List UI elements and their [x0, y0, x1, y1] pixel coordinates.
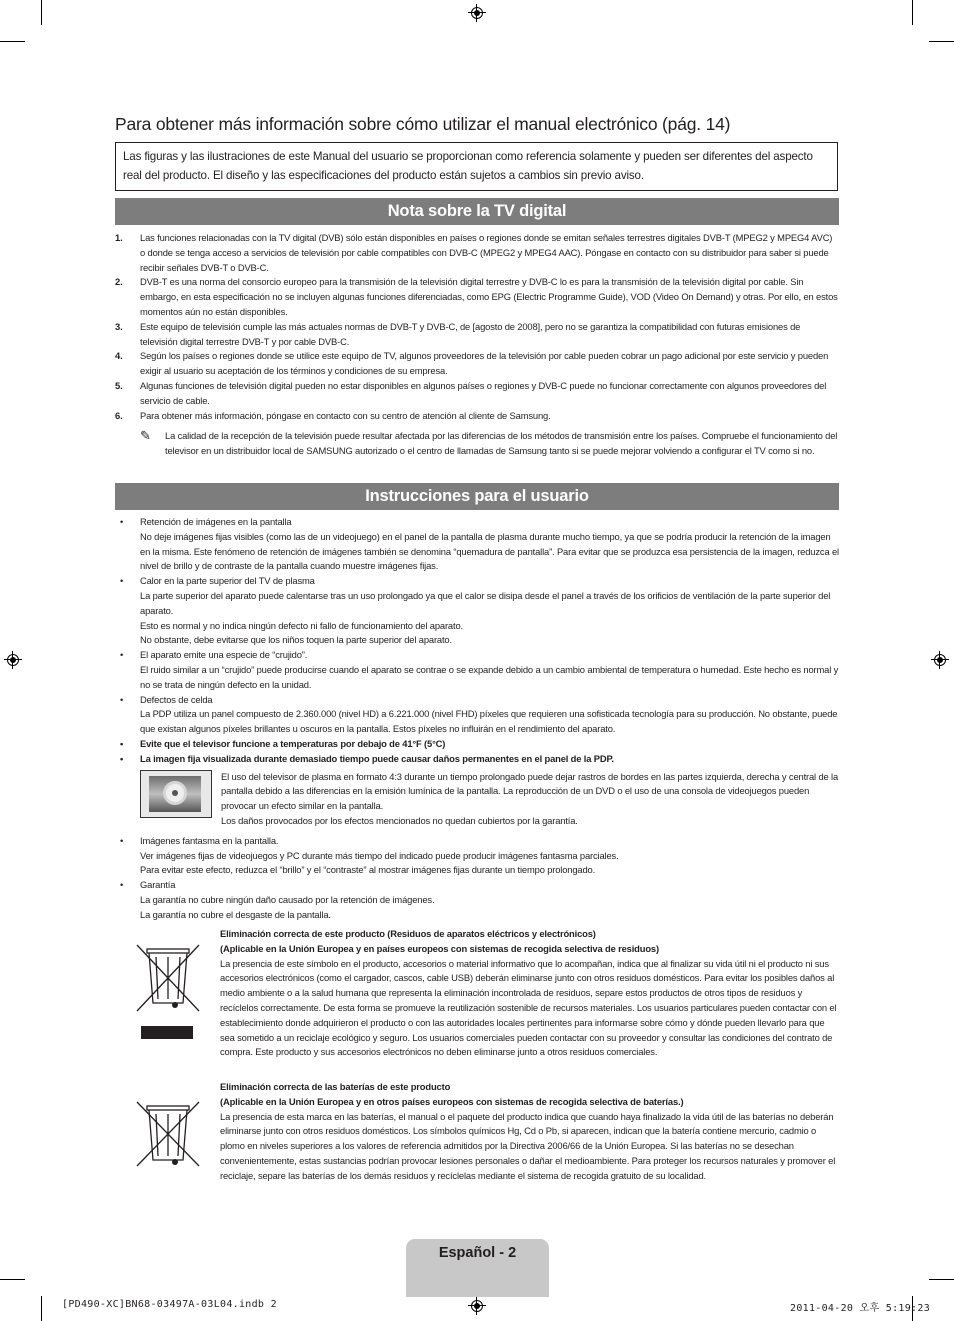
list-item	[115, 409, 839, 424]
bullet: •	[120, 737, 124, 749]
item-number: 3.	[115, 320, 123, 332]
digital-tv-list	[115, 231, 839, 423]
disposal-title: Eliminación correcta de las baterías de este producto	[220, 1081, 451, 1092]
crop-mark	[929, 41, 954, 42]
item-title: El aparato emite una especie de “crujido”.	[140, 649, 308, 661]
bullet: •	[120, 834, 124, 846]
burn-in-note	[115, 770, 839, 829]
list-item	[115, 320, 839, 350]
item-number: 2.	[115, 276, 123, 288]
list-item	[115, 574, 839, 648]
list-item	[115, 878, 839, 922]
tv-screen-image	[140, 770, 212, 818]
page-number: Español - 2	[438, 1245, 517, 1261]
item-body: La garantía no cubre el desgaste de la pantalla.	[140, 908, 331, 920]
item-text: DVB-T es una norma del consorcio europeo para la transmisión de la televisión digital terrestre y DVB-C lo es para la transmisión de la televisión digital por cable. Sin embargo, en esta especificación no se incluyen algunas funciones diferenciadas, como EPG (Electric Programme Guide), VOD (Video On Demand) y otras. Por ello, en estos momentos aún no están disponibles.	[140, 276, 838, 317]
item-title: Defectos de celda	[140, 693, 213, 705]
item-body: No deje imágenes fijas visibles (como las de un videojuego) en el panel de la pantalla de plasma durante mucho tiempo, ya que se podría producir la retención de la imagen en la misma. Este fenómeno de retención de imágenes también se denomina “quemadura de pantalla”. Para evitar que se produzca esa persistencia de la imagen, reduzca el nivel de brillo y de contraste de la pantalla cuando muestre imágenes fijas.	[140, 530, 839, 572]
registration-mark-icon	[931, 651, 949, 669]
list-item	[115, 648, 839, 692]
item-title: La imagen fija visualizada durante demasiado tiempo puede causar daños permanentes en el panel de la PDP.	[140, 752, 614, 764]
disposal-title: Eliminación correcta de este producto (Residuos de aparatos eléctricos y electrónicos)	[220, 928, 596, 939]
crop-mark	[41, 0, 42, 25]
item-title: Garantía	[140, 879, 176, 891]
list-item	[115, 275, 839, 319]
list-item	[115, 752, 839, 767]
battery-disposal-block	[115, 1080, 839, 1184]
item-body: Esto es normal y no indica ningún defecto ni fallo de funcionamiento del aparato.	[140, 619, 463, 631]
crop-mark	[41, 1296, 42, 1321]
item-number: 1.	[115, 232, 123, 243]
item-number: 4.	[115, 350, 123, 362]
item-title: Retención de imágenes en la pantalla	[140, 516, 292, 527]
notice-box: Las figuras y las ilustraciones de este Manual del usuario se proporcionan como referencia solamente y pueden ser diferentes del aspecto real del producto. El diseño y las especificaciones del producto están sujetos a cambios sin previo aviso.	[115, 142, 838, 191]
weee-bin-icon	[115, 927, 220, 1060]
disposal-subtitle: (Aplicable en la Unión Europea y en países europeos con sistemas de recogida selectiva de residuos)	[220, 942, 659, 954]
disposal-body: La presencia de esta marca en las baterías, el manual o el paquete del producto indica que cuando haya finalizado la vida útil de las baterías no deberán eliminarse junto con otros residuos domésticos. Los símbolos químicos Hg, Cd o Pb, si aparecen, indican que la batería contiene mercurio, cadmio o plomo en niveles superiores a los valores de referencia admitidos por la Directiva 2006/66 de la Unión Europea. Si las baterías no se desechan convenientemente, estas sustancias podrían provocar lesiones personales o dañar el medioambiente. Para proteger los recursos naturales y promover el reciclaje, separe las baterías de los demás residuos y recíclelas mediante el sistema de recogida gratuito de su localidad.	[220, 1110, 836, 1181]
disposal-body: La presencia de este símbolo en el producto, accesorios o material informativo que lo acompañan, indica que al finalizar su vida útil ni el producto ni sus accesorios electrónicos (como el cargador, cascos, cable USB) deberán eliminarse junto con otros residuos domésticos. Para evitar los posibles daños al medio ambiente o a la salud humana que representa la eliminación incontrolada de residuos, separe estos productos de otros tipos de residuos y recíclelos correctamente. De esta forma se promueve la reutilización sostenible de recursos materiales. Los usuarios particulares pueden contactar con el establecimiento donde adquirieron el producto o con las autoridades locales pertinentes para informarse sobre cómo y dónde pueden llevarlo para que sea sometido a un reciclaje ecológico y seguro. Los usuarios comerciales pueden contactar con su proveedor y consultar las condiciones del contrato de compra. Este producto y sus accesorios electrónicos no deben eliminarse junto a otros residuos comerciales.	[220, 957, 837, 1058]
note-text: La calidad de la recepción de la televisión puede resultar afectada por las diferencias de los métodos de transmisión entre los países. Compruebe el funcionamiento del televisor en un distribuidor local de SAMSUNG autorizado o el centro de llamadas de Samsung tanto si se puede mejorar volviendo a configurar el TV como si no.	[165, 430, 838, 456]
item-title: Imágenes fantasma en la pantalla.	[140, 834, 279, 846]
item-title: Evite que el televisor funcione a temperaturas por debajo de 41°F (5°C)	[140, 737, 446, 749]
crop-mark	[912, 0, 913, 25]
item-text: Algunas funciones de televisión digital pueden no estar disponibles en algunos países o regiones y DVB-C puede no funcionar correctamente con algunos proveedores del servicio de cable.	[140, 379, 827, 406]
crop-mark	[0, 41, 25, 42]
page-title: Para obtener más información sobre cómo utilizar el manual electrónico (pág. 14)	[115, 114, 731, 134]
list-item	[115, 379, 839, 409]
registration-mark-icon	[468, 1297, 486, 1315]
item-text: Las funciones relacionadas con la TV digital (DVB) sólo están disponibles en países o regiones donde se emitan señales terrestres digitales DVB-T (MPEG2 y MPEG4 AVC) o donde se tenga acceso a servicios de televisión por cable compatibles con DVB-C (MPEG2 y MPEG4 AAC). Póngase en contacto con su distribuidor para saber si puede recibir señales DVB-T o DVB-C.	[140, 232, 833, 273]
registration-mark-icon	[468, 4, 486, 22]
image-note-text: El uso del televisor de plasma en formato 4:3 durante un tiempo prolongado puede dejar rastros de bordes en las partes izquierda, derecha y central de la pantalla debido a las diferencias en la emisión lumínica de la pantalla. La reproducción de un DVD o el uso de una consola de videojuegos pueden provocar un efecto similar en la pantalla.	[221, 770, 839, 812]
list-item	[115, 737, 839, 752]
item-body: Ver imágenes fijas de videojuegos y PC durante más tiempo del indicado puede producir imágenes fantasma parciales.	[140, 849, 619, 861]
item-text: Este equipo de televisión cumple las más actuales normas de DVB-T y DVB-C, de [agosto de 2008], pero no se garantiza la compatibilidad con futuras emisiones de televisión digital terrestre DVB-T y por cable DVB-C.	[140, 320, 801, 347]
disposal-subtitle: (Aplicable en la Unión Europea y en otros países europeos con sistemas de recogida selectiva de baterías.)	[220, 1095, 684, 1107]
pencil-note-icon: ✎	[140, 428, 151, 443]
item-body: La parte superior del aparato puede calentarse tras un uso prolongado ya que el calor se disipa desde el panel a través de los orificios de ventilación de la parte superior del aparato.	[140, 589, 831, 616]
list-item	[115, 515, 839, 574]
crop-mark	[0, 1279, 25, 1280]
list-item	[115, 231, 839, 275]
item-number: 5.	[115, 379, 123, 391]
bullet: •	[120, 752, 124, 764]
item-body: El ruido similar a un “crujido” puede producirse cuando el aparato se contrae o se expande debido a un cambio ambiental de temperatura o humedad. Este hecho es normal y no se trata de ningún defecto en la unidad.	[140, 663, 839, 690]
item-text: Según los países o regiones donde se utilice este equipo de TV, algunos proveedores de la televisión por cable pueden cobrar un pago adicional por este servicio y pueden exigir al usuario su aceptación de los términos y condiciones de su empresa.	[140, 350, 829, 377]
item-body: La PDP utiliza un panel compuesto de 2.360.000 (nivel HD) a 6.221.000 (nivel FHD) píxeles que requieren una sofisticada tecnología para su producción. No obstante, puede que existan algunos píxeles brillantes u oscuros en la pantalla. Estos píxeles no influirán en el rendimiento del aparato.	[140, 708, 838, 735]
item-body: Para evitar este efecto, reduzca el “brillo” y el “contraste” al mostrar imágenes fijas durante un tiempo prolongado.	[140, 864, 596, 876]
digital-tv-note	[140, 429, 839, 459]
registration-mark-icon	[4, 651, 22, 669]
list-item	[115, 349, 839, 379]
item-title: Calor en la parte superior del TV de plasma	[140, 575, 315, 587]
list-item	[115, 834, 839, 878]
print-file-name: [PD490-XC]BN68-03497A-03L04.indb 2	[62, 1299, 277, 1310]
weee-disposal-block	[115, 927, 839, 1060]
section-heading-digital-tv: Nota sobre la TV digital	[115, 198, 839, 225]
bullet: •	[120, 575, 124, 587]
crop-mark	[929, 1279, 954, 1280]
section-heading-user-instructions: Instrucciones para el usuario	[115, 483, 839, 510]
item-body: No obstante, debe evitarse que los niños toquen la parte superior del aparato.	[140, 634, 452, 646]
bullet: •	[120, 649, 124, 661]
image-note-text: Los daños provocados por los efectos mencionados no quedan cubiertos por la garantía.	[221, 814, 578, 826]
battery-bin-icon	[115, 1080, 220, 1184]
bullet: •	[120, 879, 124, 891]
bullet: •	[120, 516, 124, 527]
item-body: La garantía no cubre ningún daño causado por la retención de imágenes.	[140, 893, 435, 905]
user-instructions-list	[115, 515, 839, 923]
list-item	[115, 693, 839, 737]
item-number: 6.	[115, 409, 123, 421]
bullet: •	[120, 693, 124, 705]
item-text: Para obtener más información, póngase en contacto con su centro de atención al cliente de Samsung.	[140, 409, 551, 421]
print-date: 2011-04-20 오후 5:19:23	[790, 1303, 931, 1314]
